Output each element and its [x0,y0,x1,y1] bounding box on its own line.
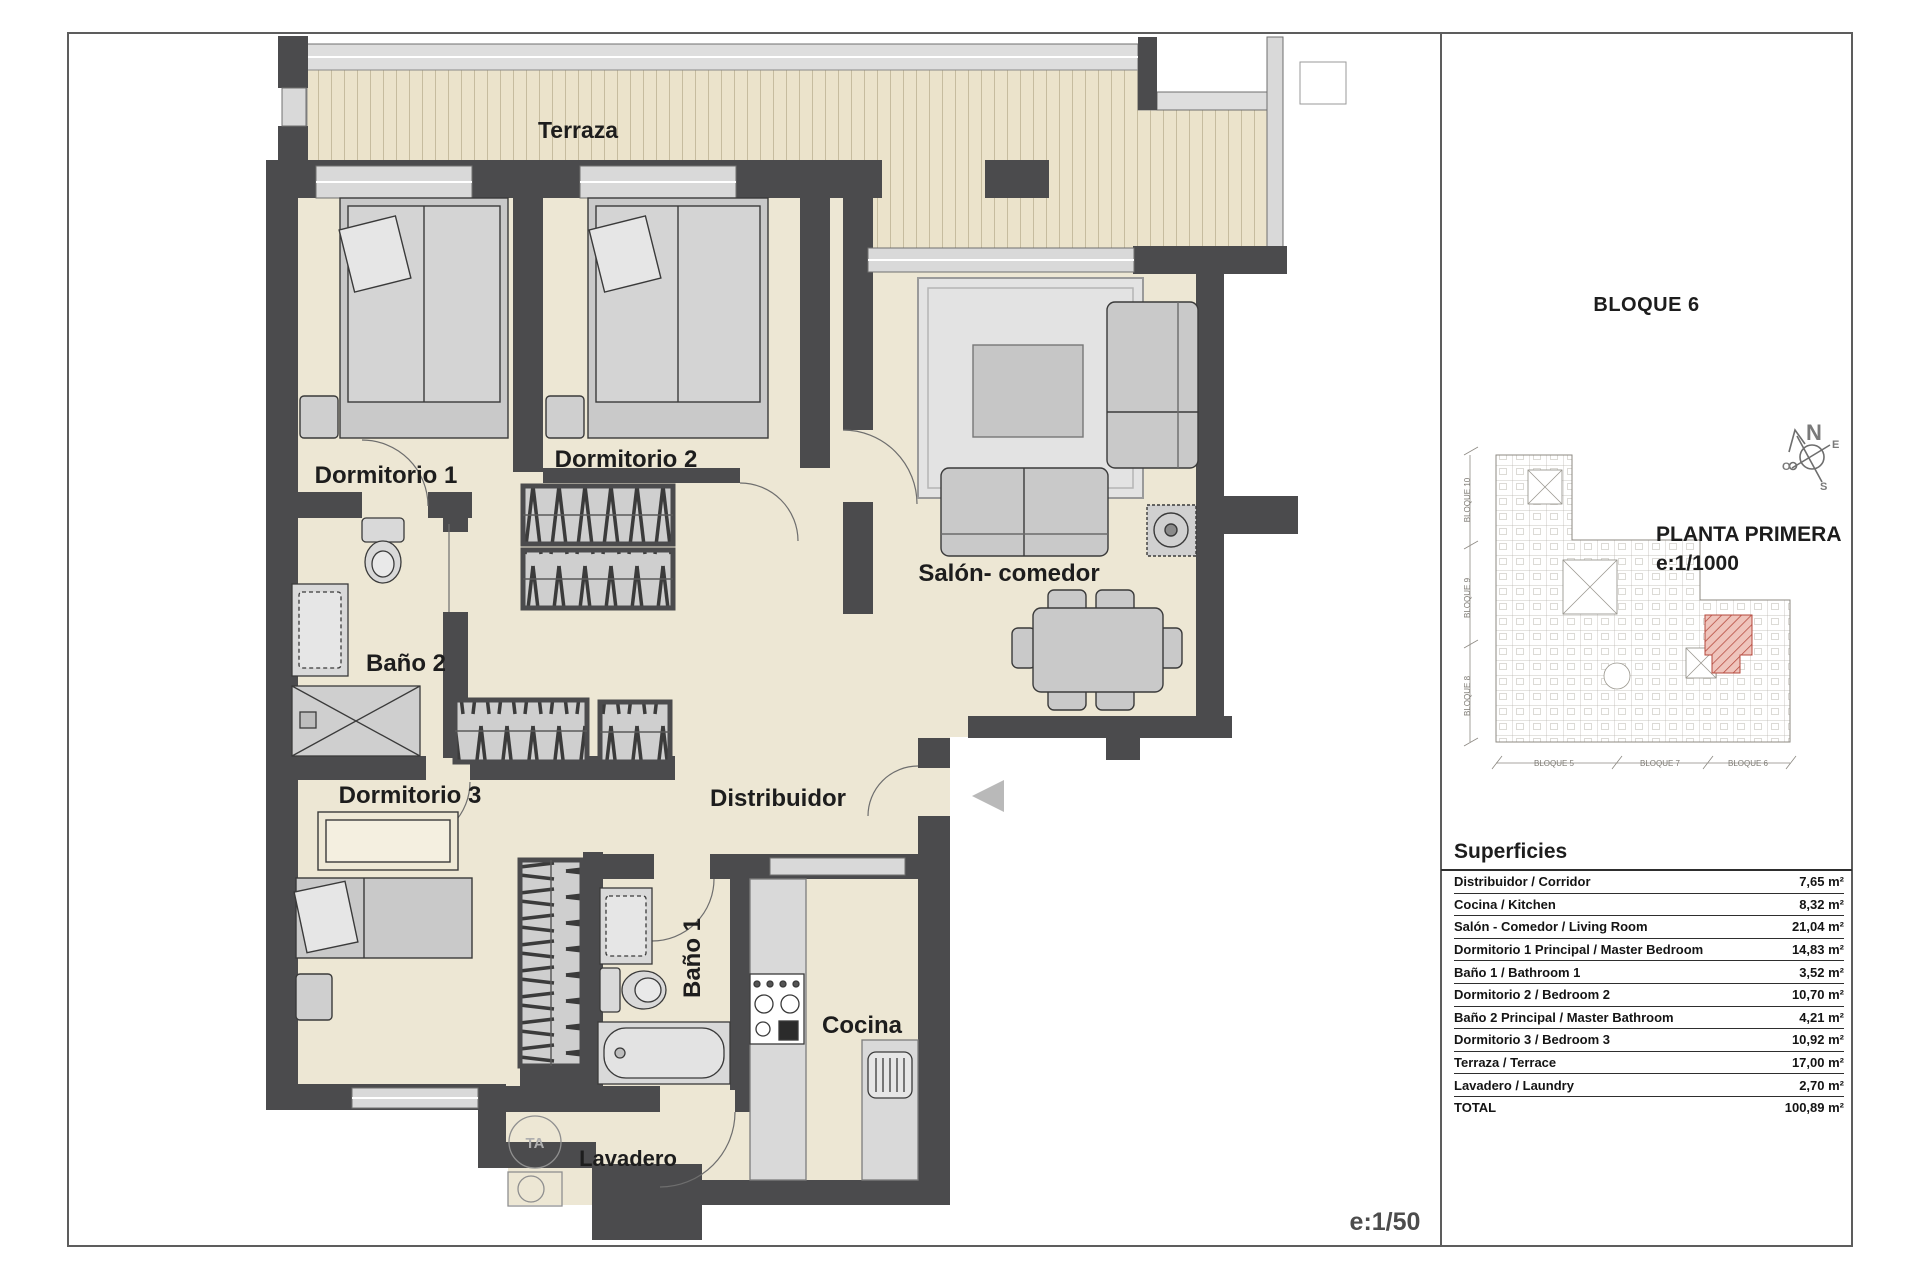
table-row [1454,939,1844,962]
area-value: 2,70 m² [1799,1077,1844,1093]
site-label-bloque-10: BLOQUE 10 [1463,477,1472,523]
sheet-scale-label: e:1/50 [1349,1208,1421,1236]
area-label: TOTAL [1454,1100,1497,1116]
area-label: Dormitorio 1 Principal / Master Bedroom [1454,942,1704,958]
room-label-dormitorio-1: Dormitorio 1 [314,462,458,489]
room-label-dormitorio-2: Dormitorio 2 [554,446,698,473]
living-room-furniture [918,278,1198,556]
table-row [1454,871,1844,894]
site-label-bloque-8: BLOQUE 8 [1463,675,1472,717]
area-label: Lavadero / Laundry [1454,1077,1574,1093]
plan-scale: e:1/1000 [1656,552,1739,575]
room-label-dormitorio-3: Dormitorio 3 [338,782,482,809]
room-label-terraza: Terraza [537,117,619,143]
table-row [1454,984,1844,1007]
site-label-bloque-7: BLOQUE 7 [1639,759,1681,768]
room-label-distribuidor: Distribuidor [710,785,846,812]
room-label-cocina: Cocina [821,1012,903,1039]
room-label-bano-1: Baño 1 [679,917,706,999]
compass-west-label: O [1782,461,1791,473]
area-label: Terraza / Terrace [1454,1055,1557,1071]
table-row [1454,1074,1844,1097]
compass-east-label: E [1832,439,1840,451]
table-row [1454,916,1844,939]
area-value: 10,92 m² [1791,1032,1844,1048]
area-value: 10,70 m² [1791,987,1844,1003]
area-label: Salón - Comedor / Living Room [1454,919,1648,935]
room-label-lavadero: Lavadero [579,1146,677,1171]
area-label: Baño 2 Principal / Master Bathroom [1454,1009,1674,1025]
room-label-salon-comedor: Salón- comedor [918,560,1100,587]
area-value: 17,00 m² [1791,1055,1844,1071]
site-label-bloque-9: BLOQUE 9 [1463,577,1472,619]
area-value: 21,04 m² [1791,919,1844,935]
table-row [1454,1052,1844,1075]
compass-north-label: N [1806,420,1822,445]
table-row [1454,1007,1844,1030]
areas-table-title: Superficies [1454,840,1568,863]
area-value: 100,89 m² [1784,1100,1844,1116]
site-label-bloque-6: BLOQUE 6 [1727,759,1769,768]
area-label: Dormitorio 2 / Bedroom 2 [1454,987,1611,1003]
site-plan-thumbnail [1463,447,1796,769]
plan-title: PLANTA PRIMERA [1656,523,1842,546]
plan-caption [1656,520,1842,578]
area-label: Cocina / Kitchen [1454,896,1556,912]
areas-table [1441,869,1852,1119]
area-value: 14,83 m² [1791,942,1844,958]
block-title: BLOQUE 6 [1593,294,1700,316]
compass-south-label: S [1820,481,1828,493]
area-label: Baño 1 / Bathroom 1 [1454,964,1581,980]
table-row [1454,894,1844,917]
site-label-bloque-5: BLOQUE 5 [1533,759,1575,768]
table-row [1454,1029,1844,1052]
area-label: Dormitorio 3 / Bedroom 3 [1454,1032,1611,1048]
table-row [1454,961,1844,984]
room-label-bano-2: Baño 2 [365,650,447,677]
area-value: 4,21 m² [1799,1009,1844,1025]
table-row-total [1454,1097,1844,1119]
entrance-arrow-icon [972,780,1004,812]
area-value: 7,65 m² [1799,874,1844,890]
area-value: 8,32 m² [1799,896,1844,912]
area-label: Distribuidor / Corridor [1454,874,1591,890]
area-value: 3,52 m² [1799,964,1844,980]
water-heater-label: TA [525,1135,545,1152]
